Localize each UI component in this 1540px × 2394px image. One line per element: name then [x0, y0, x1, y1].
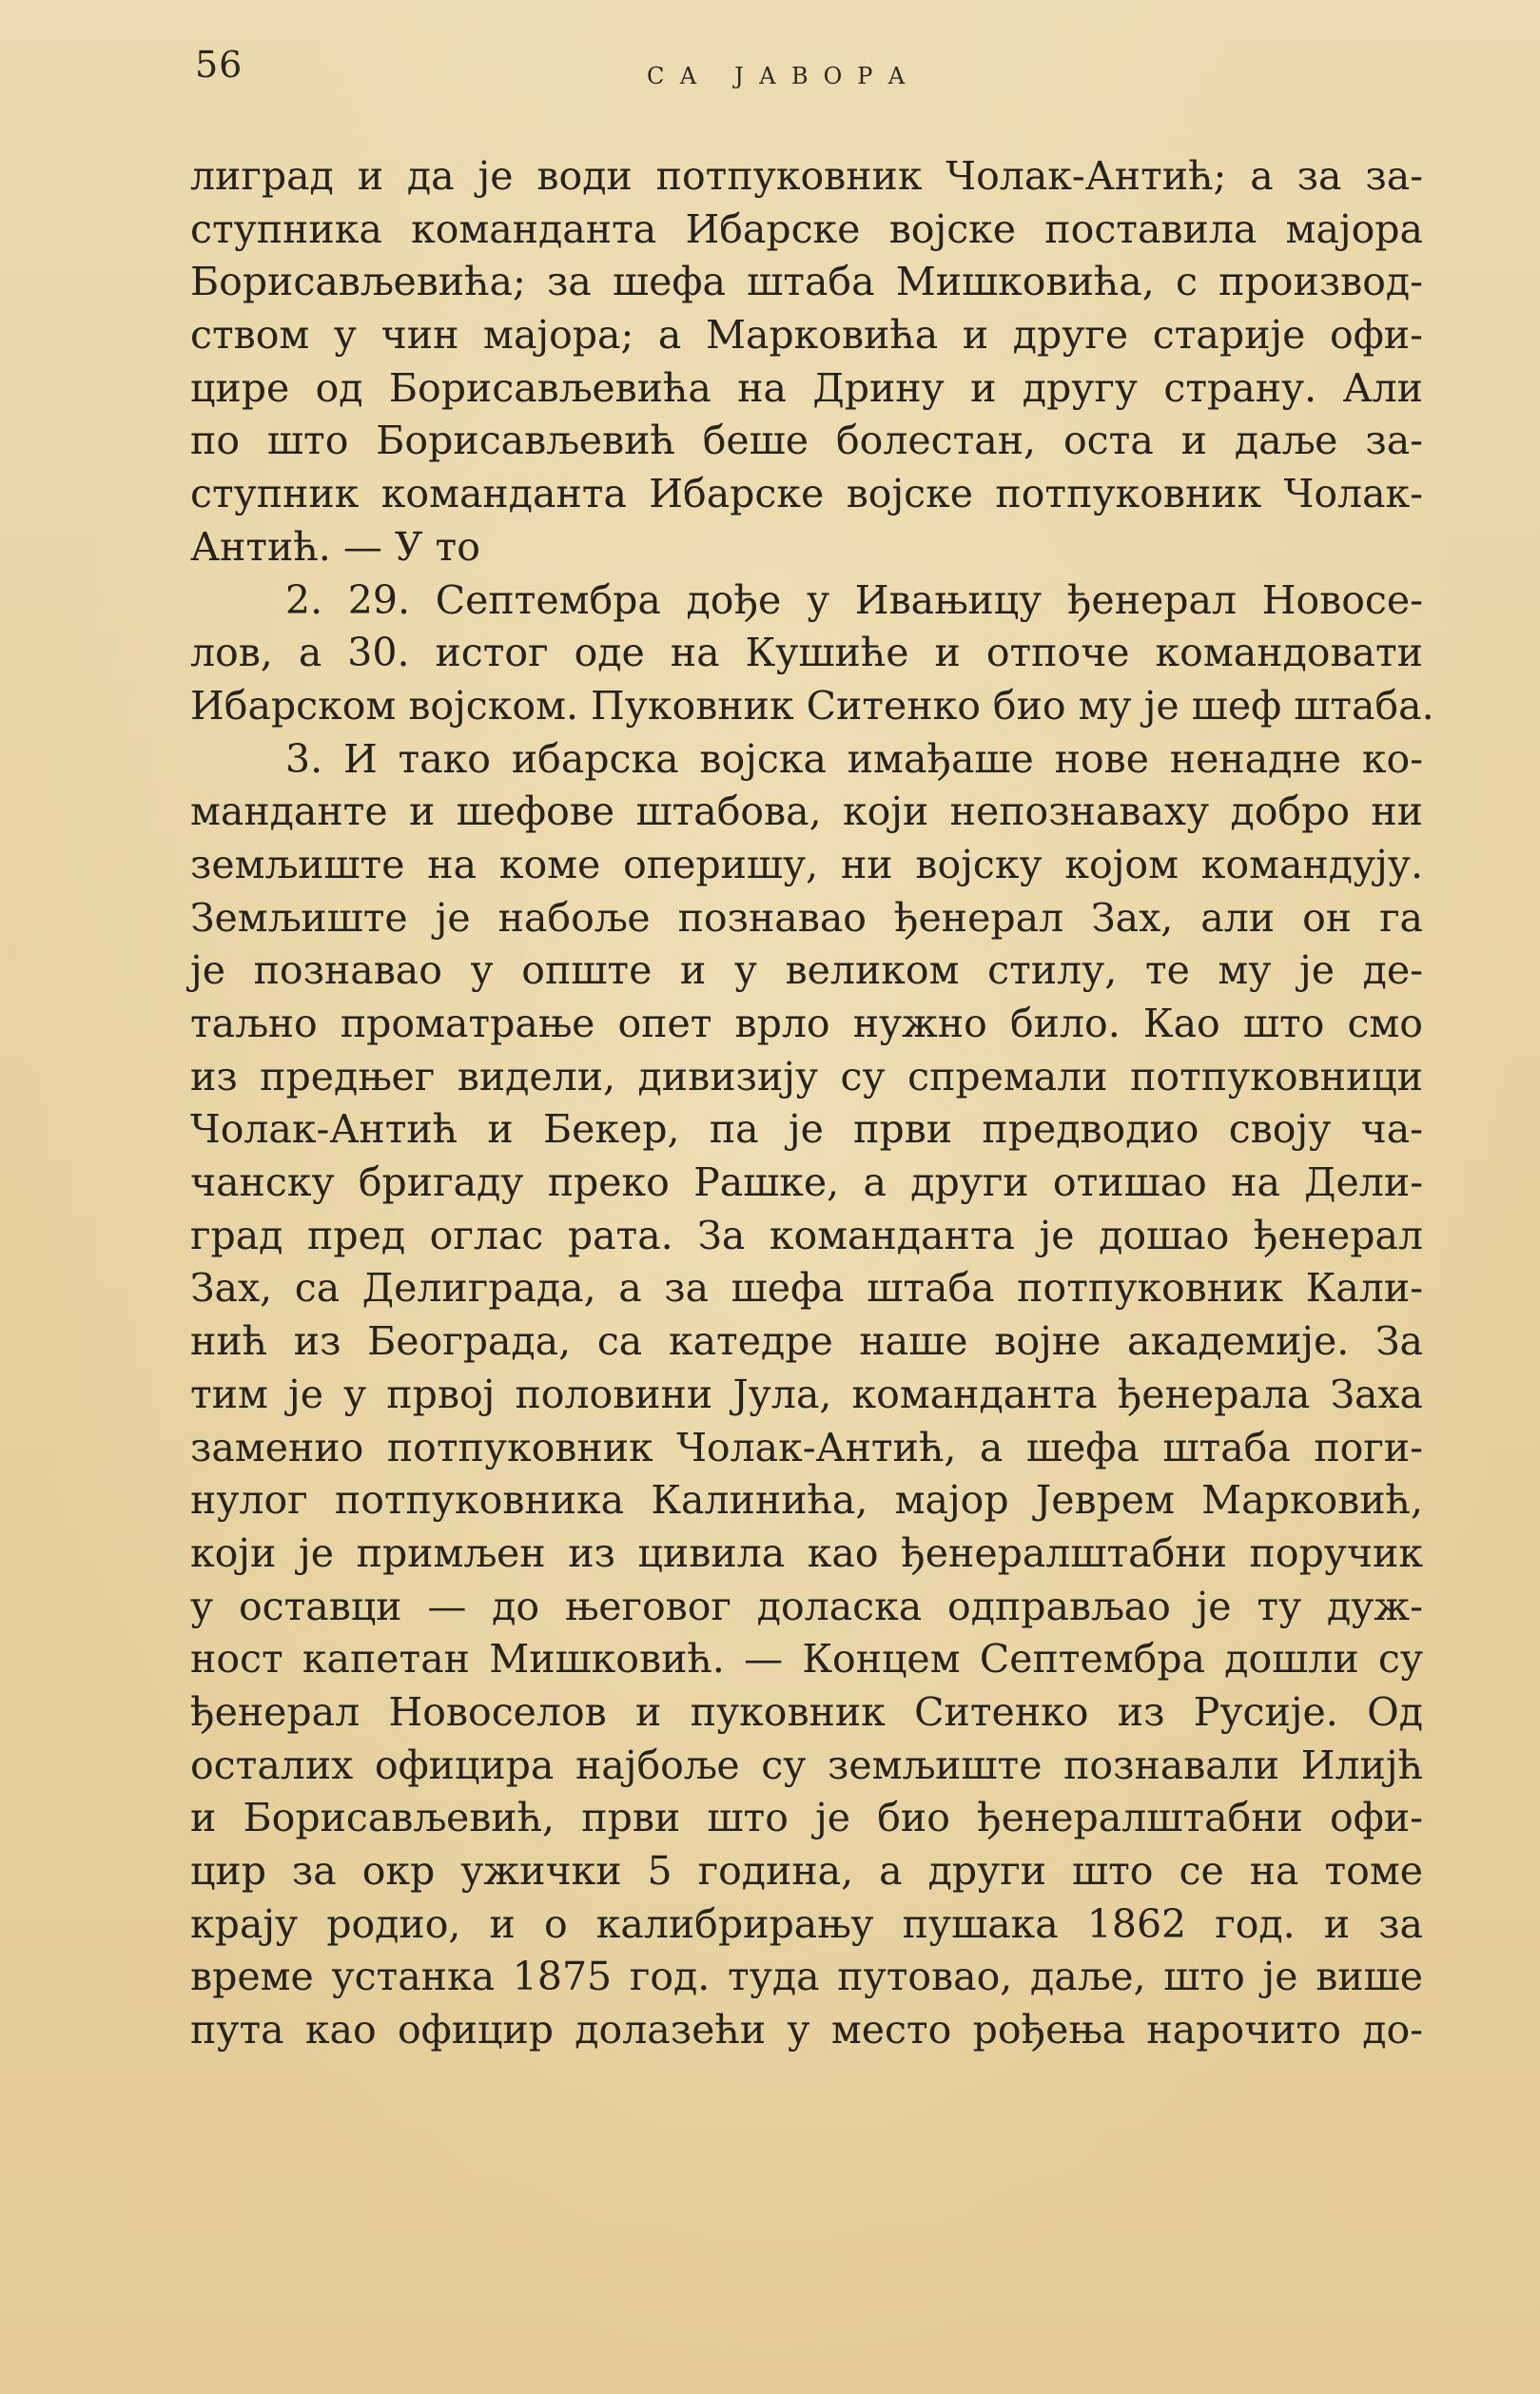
text-line: тим је у првој половини Јула, команданта ђенерала Заха [190, 1371, 1423, 1417]
text-line: Зах, са Делиграда, а за шефа штаба потпуковник Кали- [190, 1265, 1423, 1312]
text-line: нић из Београда, са катедре наше војне академије. За [190, 1318, 1423, 1365]
text-line: манданте и шефове штабова, који непознаваху добро ни [190, 788, 1423, 835]
text-line: чанску бригаду преко Рашке, а други отишао на Дели- [190, 1159, 1423, 1206]
text-line: ност капетан Мишковић. — Концем Септембра дошли су [190, 1636, 1423, 1683]
text-line: је познавао у опште и у великом стилу, те му је де- [190, 947, 1423, 994]
text-line: ступника команданта Ибарске војске поставила мајора [190, 205, 1423, 252]
text-line: крају родио, и о калибрирању пушака 1862 год. и за [190, 1900, 1423, 1947]
text-line: време устанка 1875 год. туда путовао, даље, што је више [190, 1954, 1423, 2000]
text-line: лиград и да је води потпуковник Чолак-Антић; а за за- [190, 153, 1423, 199]
text-line: таљно проматрање опет врло нужно било. Као што смо [190, 1001, 1423, 1046]
text-line: заменио потпуковник Чолак-Антић, а шефа штаба поги- [190, 1424, 1423, 1470]
text-line: Антић. — У то [190, 523, 480, 570]
body-text [190, 150, 1434, 2057]
text-line: ђенерал Новоселов и пуковник Ситенко из Русије. Од [190, 1688, 1423, 1735]
text-line: по што Борисављевић беше болестан, оста и даље за- [190, 418, 1423, 464]
paragraph-2-start: 2. 29. Септембра дође у Ивањицу ђенерал Новосе- [285, 576, 1423, 623]
text-line: цире од Борисављевића на Дрину и другу страну. Али [190, 364, 1423, 411]
text-line: из предњег видели, дивизију су спремали потпуковници [190, 1053, 1423, 1100]
text-line: земљиште на коме оперишу, ни војску којом командују. [190, 841, 1423, 887]
page-number: 56 [195, 44, 244, 86]
paragraph-3-start: 3. И тако ибарска војска имађаше нове ненадне ко- [285, 735, 1423, 782]
text-line: град пред оглас рата. За команданта је дошао ђенерал [190, 1212, 1423, 1258]
text-line: нулог потпуковника Калинића, мајор Јеврем Марковић, [190, 1477, 1423, 1524]
text-line: који је примљен из цивила као ђенералштабни поручик [190, 1529, 1423, 1576]
text-line: Ибарском војском. Пуковник Ситенко био му је шеф штаба. [190, 682, 1434, 729]
text-line: осталих официра најбоље су земљиште познавали Илијћ [190, 1742, 1423, 1788]
text-line: у оставци — до његовог доласка одправљао је ту дуж- [190, 1583, 1423, 1629]
text-line: ством у чин мајора; а Марковића и друге старије офи- [190, 312, 1423, 359]
text-line: ступник команданта Ибарске војске потпуковник Чолак- [190, 471, 1423, 517]
text-line: пута као официр долазећи у место рођења нарочито до- [190, 2007, 1423, 2053]
text-line: Земљиште је набоље познавао ђенерал Зах, али он га [190, 894, 1423, 941]
text-line: Борисављевића; за шефа штаба Мишковића, с производ- [190, 259, 1423, 305]
text-line: лов, а 30. истог оде на Кушиће и отпоче командовати [190, 630, 1423, 676]
text-line: и Борисављевић, први што је био ђенералштабни офи- [190, 1795, 1423, 1841]
text-line: цир за окр ужички 5 година, а други што се на томе [190, 1848, 1423, 1894]
running-head: СА ЈАВОРА [647, 63, 921, 89]
text-line: Чолак-Антић и Бекер, па је први предводио своју ча- [190, 1106, 1423, 1153]
